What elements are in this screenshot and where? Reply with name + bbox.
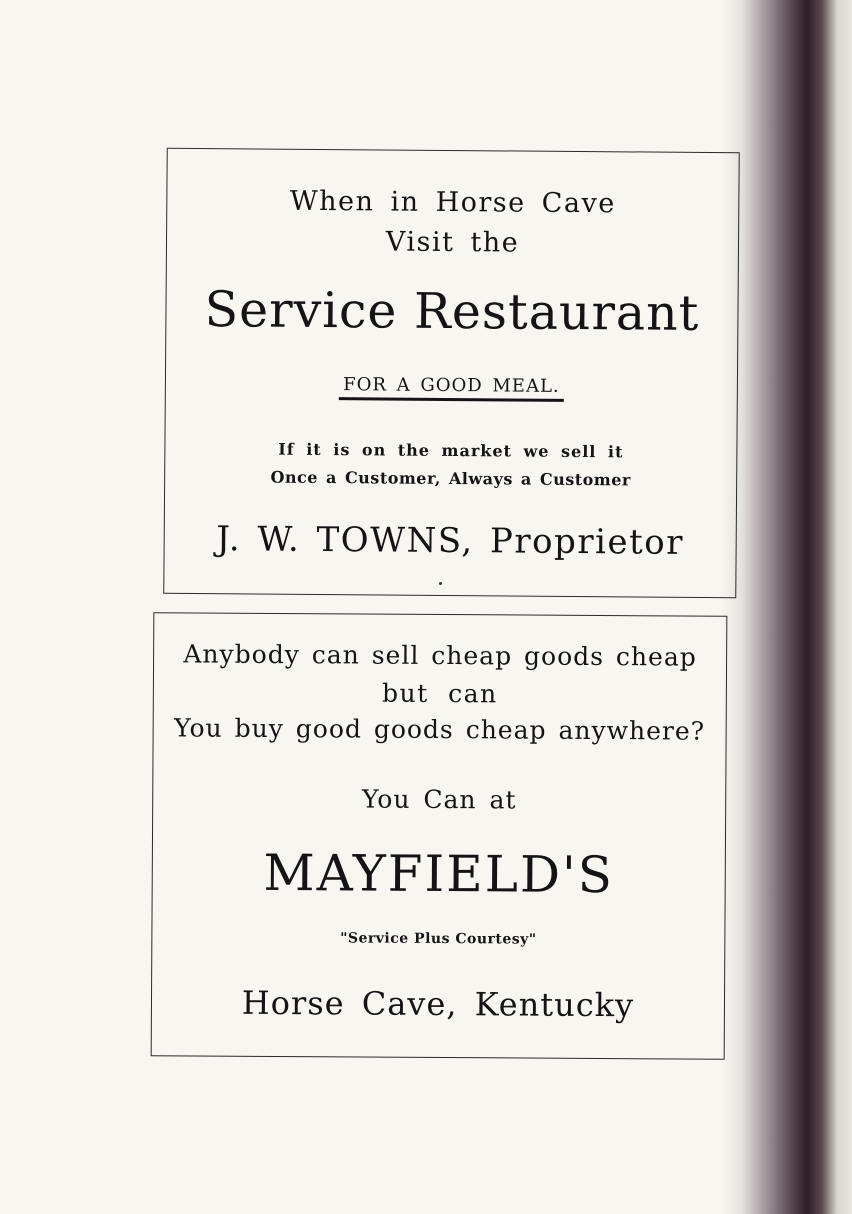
mayfield-advertisement bbox=[151, 612, 728, 1059]
mayfield-slogan: "Service Plus Courtesy" bbox=[340, 930, 537, 948]
restaurant-advertisement bbox=[163, 148, 739, 598]
mayfield-line-2: but can bbox=[381, 678, 498, 709]
restaurant-title: Service Restaurant bbox=[204, 281, 700, 342]
mayfield-location: Horse Cave, Kentucky bbox=[241, 983, 635, 1025]
print-speck bbox=[439, 582, 442, 585]
page-binding-shadow bbox=[722, 0, 852, 1214]
mayfield-line-3: You buy good goods cheap anywhere? bbox=[174, 713, 706, 746]
restaurant-tagline bbox=[166, 373, 737, 403]
mayfield-line-4: You Can at bbox=[361, 784, 517, 815]
restaurant-proprietor: J. W. TOWNS, Proprietor bbox=[216, 519, 685, 563]
restaurant-market-line: If it is on the market we sell it bbox=[278, 439, 624, 462]
restaurant-visit-line: Visit the bbox=[385, 226, 520, 259]
restaurant-customer-line: Once a Customer, Always a Customer bbox=[270, 467, 631, 490]
restaurant-tagline-text: FOR A GOOD MEAL. bbox=[339, 374, 564, 402]
mayfield-line-1: Anybody can sell cheap goods cheap bbox=[183, 639, 697, 672]
restaurant-intro-line: When in Horse Cave bbox=[289, 185, 616, 220]
mayfield-store-name: MAYFIELD'S bbox=[263, 843, 615, 905]
